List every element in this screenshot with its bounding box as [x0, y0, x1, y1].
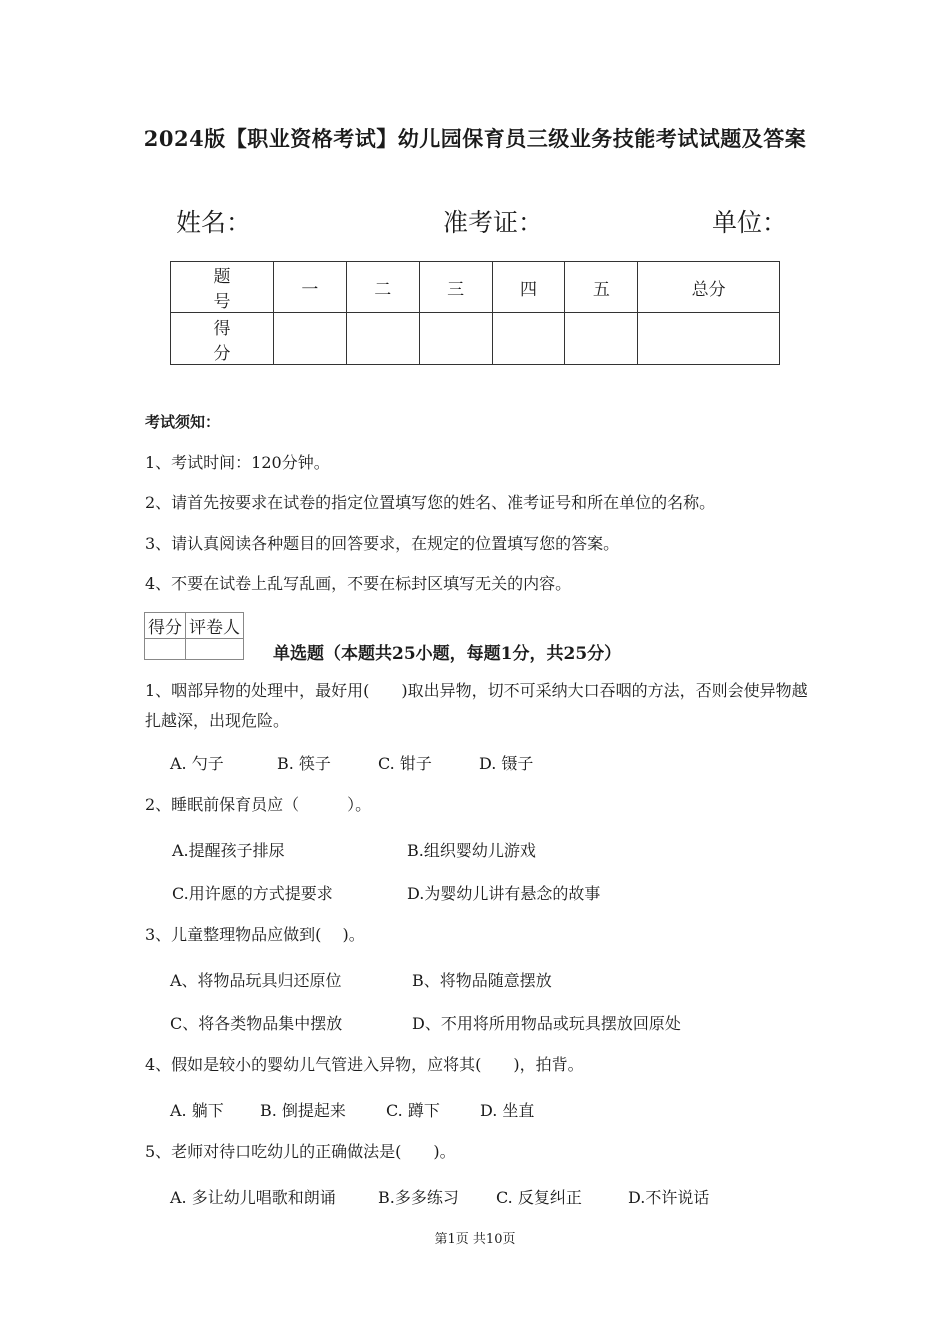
option: C.用许愿的方式提要求 [172, 884, 333, 903]
option: A.提醒孩子排尿 [172, 841, 285, 860]
score-row-label: 得 分 [171, 313, 274, 365]
option: B.多多练习 [378, 1188, 459, 1207]
option: D、不用将所用物品或玩具摆放回原处 [412, 1014, 681, 1033]
score-cell-1 [274, 313, 347, 365]
option: B. 倒提起来 [260, 1101, 346, 1120]
exam-number-label: 准考证： [443, 208, 544, 237]
notice-heading: 考试须知： [145, 413, 221, 431]
page-footer: 第1页 共10页 [434, 1232, 516, 1247]
question-stem: 2、睡眠前保育员应（ ）。 [145, 795, 372, 814]
grader-score-cell [145, 639, 186, 660]
score-table-header-4: 四 [492, 262, 565, 313]
question-stem: 4、假如是较小的婴幼儿气管进入异物，应将其( )，拍背。 [145, 1055, 584, 1074]
question-stem: 1、咽部异物的处理中，最好用( )取出异物，切不可采纳大口吞咽的方法，否则会使异物越扎越深，出现危险。 [145, 681, 808, 730]
option: C. 反复纠正 [496, 1188, 582, 1207]
option: B、将物品随意摆放 [412, 971, 552, 990]
notice-item: 4、不要在试卷上乱写乱画，不要在标封区填写无关的内容。 [145, 574, 572, 593]
option: D.不许说话 [628, 1188, 710, 1207]
option: D. 坐直 [480, 1101, 535, 1120]
score-cell-total [638, 313, 780, 365]
name-label: 姓名： [176, 208, 252, 237]
option: C、将各类物品集中摆放 [170, 1014, 343, 1033]
option: D.为婴幼儿讲有悬念的故事 [407, 884, 601, 903]
option: A、将物品玩具归还原位 [170, 971, 342, 990]
score-cell-4 [492, 313, 565, 365]
notice-item: 1、考试时间：120分钟。 [145, 453, 330, 472]
option: C. 蹲下 [386, 1101, 440, 1120]
notice-item: 2、请首先按要求在试卷的指定位置填写您的姓名、准考证号和所在单位的名称。 [145, 493, 716, 512]
section-title: 单选题（本题共25小题，每题1分，共25分） [273, 644, 622, 664]
score-table-header-5: 五 [565, 262, 638, 313]
grader-table [144, 612, 244, 660]
notice-item: 3、请认真阅读各种题目的回答要求，在规定的位置填写您的答案。 [145, 534, 620, 553]
option: B. 筷子 [277, 754, 331, 773]
option: A. 勺子 [170, 754, 224, 773]
score-table-header-total: 总分 [638, 262, 780, 313]
score-table-header-1: 一 [274, 262, 347, 313]
grader-score-label: 得分 [145, 613, 186, 639]
document-title: 2024版【职业资格考试】幼儿园保育员三级业务技能考试试题及答案 [143, 126, 807, 151]
score-cell-3 [419, 313, 492, 365]
grader-name-label: 评卷人 [186, 613, 244, 639]
score-cell-2 [346, 313, 419, 365]
question-stem: 5、老师对待口吃幼儿的正确做法是( )。 [145, 1142, 456, 1161]
score-table-header-3: 三 [419, 262, 492, 313]
score-table-header-label: 题 号 [171, 262, 274, 313]
option: D. 镊子 [479, 754, 534, 773]
option: A. 多让幼儿唱歌和朗诵 [170, 1188, 336, 1207]
question-stem: 3、儿童整理物品应做到( )。 [145, 925, 365, 944]
score-cell-5 [565, 313, 638, 365]
option: B.组织婴幼儿游戏 [407, 841, 536, 860]
grader-name-cell [186, 639, 244, 660]
unit-label: 单位： [712, 208, 788, 237]
option: A. 躺下 [170, 1101, 224, 1120]
score-table [170, 261, 780, 365]
score-table-header-2: 二 [346, 262, 419, 313]
option: C. 钳子 [378, 754, 432, 773]
